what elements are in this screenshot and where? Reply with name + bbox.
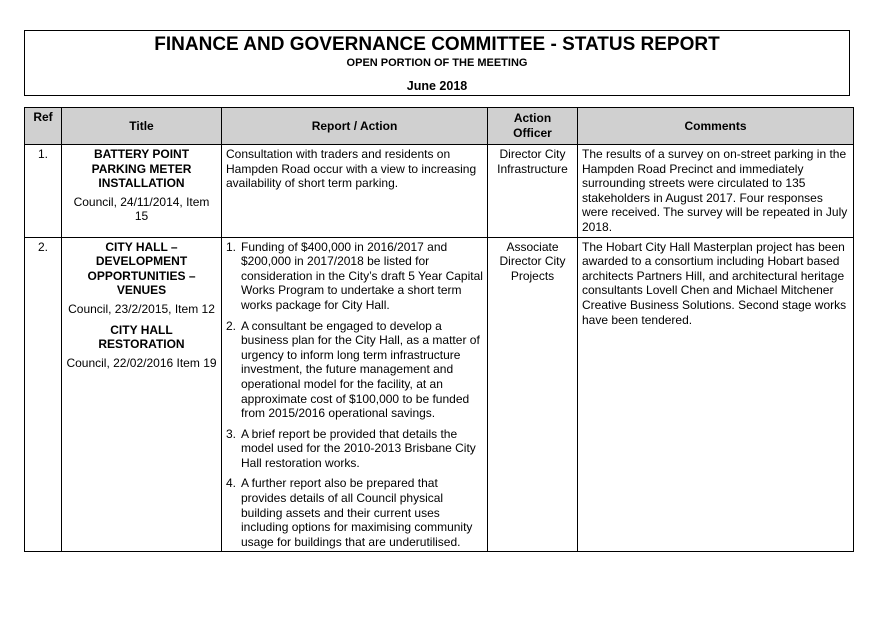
row-comments: The results of a survey on on-street parking in the Hampden Road Precinct and immediately surrounding streets were circulated to 135 stakeholders in August 2017. Four responses were received. The survey will be repeated in July 2018. xyxy=(578,145,854,238)
col-report-header: Report / Action xyxy=(222,108,488,145)
row-title-cell xyxy=(62,237,222,552)
col-officer-header-line2: Officer xyxy=(513,126,552,140)
row-report xyxy=(222,237,488,552)
row-meeting: Council, 24/11/2014, Item 15 xyxy=(73,194,210,224)
action-number: 1. xyxy=(226,239,237,254)
row-meeting-2: Council, 22/02/2016 Item 19 xyxy=(66,355,217,370)
row-title-2: CITY HALL RESTORATION xyxy=(98,322,185,352)
col-officer-header-line1: Action xyxy=(513,111,552,126)
action-number: 2. xyxy=(226,318,237,333)
report-subtitle: OPEN PORTION OF THE MEETING xyxy=(346,57,528,69)
action-item xyxy=(226,427,483,471)
action-item xyxy=(226,240,483,313)
row-title: BATTERY POINT PARKING METER INSTALLATION xyxy=(91,147,192,191)
row-officer: Associate Director City Projects xyxy=(488,237,578,552)
row-report: Consultation with traders and residents on Hampden Road occur with a view to increasing availability of short term parking. xyxy=(222,145,488,238)
row-ref: 2. xyxy=(25,237,62,552)
action-text: A further report also be prepared that provides details of all Council physical building assets and their current uses including options for maximising community usage for buildings that are underutilised. xyxy=(241,476,473,549)
action-number: 3. xyxy=(226,426,237,441)
action-number: 4. xyxy=(226,476,237,491)
col-officer-header xyxy=(488,108,578,145)
row-title-cell xyxy=(62,145,222,238)
row-ref: 1. xyxy=(25,145,62,238)
action-text: A consultant be engaged to develop a business plan for the City Hall, as a matter of urgency to inform long term infrastructure investment, the future management and operational model for the facility, at an approximate cost of $100,000 to be funded from 2015/2016 operational savings. xyxy=(241,318,480,421)
report-title: FINANCE AND GOVERNANCE COMMITTEE - STATUS REPORT xyxy=(154,34,720,55)
row-officer: Director City Infrastructure xyxy=(488,145,578,238)
row-title: CITY HALL – DEVELOPMENT OPPORTUNITIES – VENUES xyxy=(87,239,196,298)
row-comments: The Hobart City Hall Masterplan project has been awarded to a consortium including Hobart based architects Partners Hill, and architectural heritage consultants Lovell Chen and Michael Mitchener Creative Business Solutions. Second stage works have been tendered. xyxy=(578,237,854,552)
col-title-header: Title xyxy=(62,108,222,145)
report-date: June 2018 xyxy=(406,79,468,93)
action-text: A brief report be provided that details the model used for the 2010-2013 Brisbane City Hall restoration works. xyxy=(241,426,476,470)
table-row xyxy=(25,237,854,552)
report-header xyxy=(24,30,850,96)
action-text: Funding of $400,000 in 2016/2017 and $200,000 in 2017/2018 be listed for consideration in the City’s draft 5 Year Capital Works Program to undertake a short term works package for City Hall. xyxy=(241,239,483,312)
header-row xyxy=(25,108,854,145)
col-comments-header: Comments xyxy=(578,108,854,145)
status-table xyxy=(24,107,854,552)
row-meeting: Council, 23/2/2015, Item 12 xyxy=(68,301,215,316)
action-item xyxy=(226,476,483,549)
action-list xyxy=(226,240,483,550)
action-item xyxy=(226,319,483,421)
table-row xyxy=(25,145,854,238)
col-ref-header: Ref xyxy=(25,108,62,145)
